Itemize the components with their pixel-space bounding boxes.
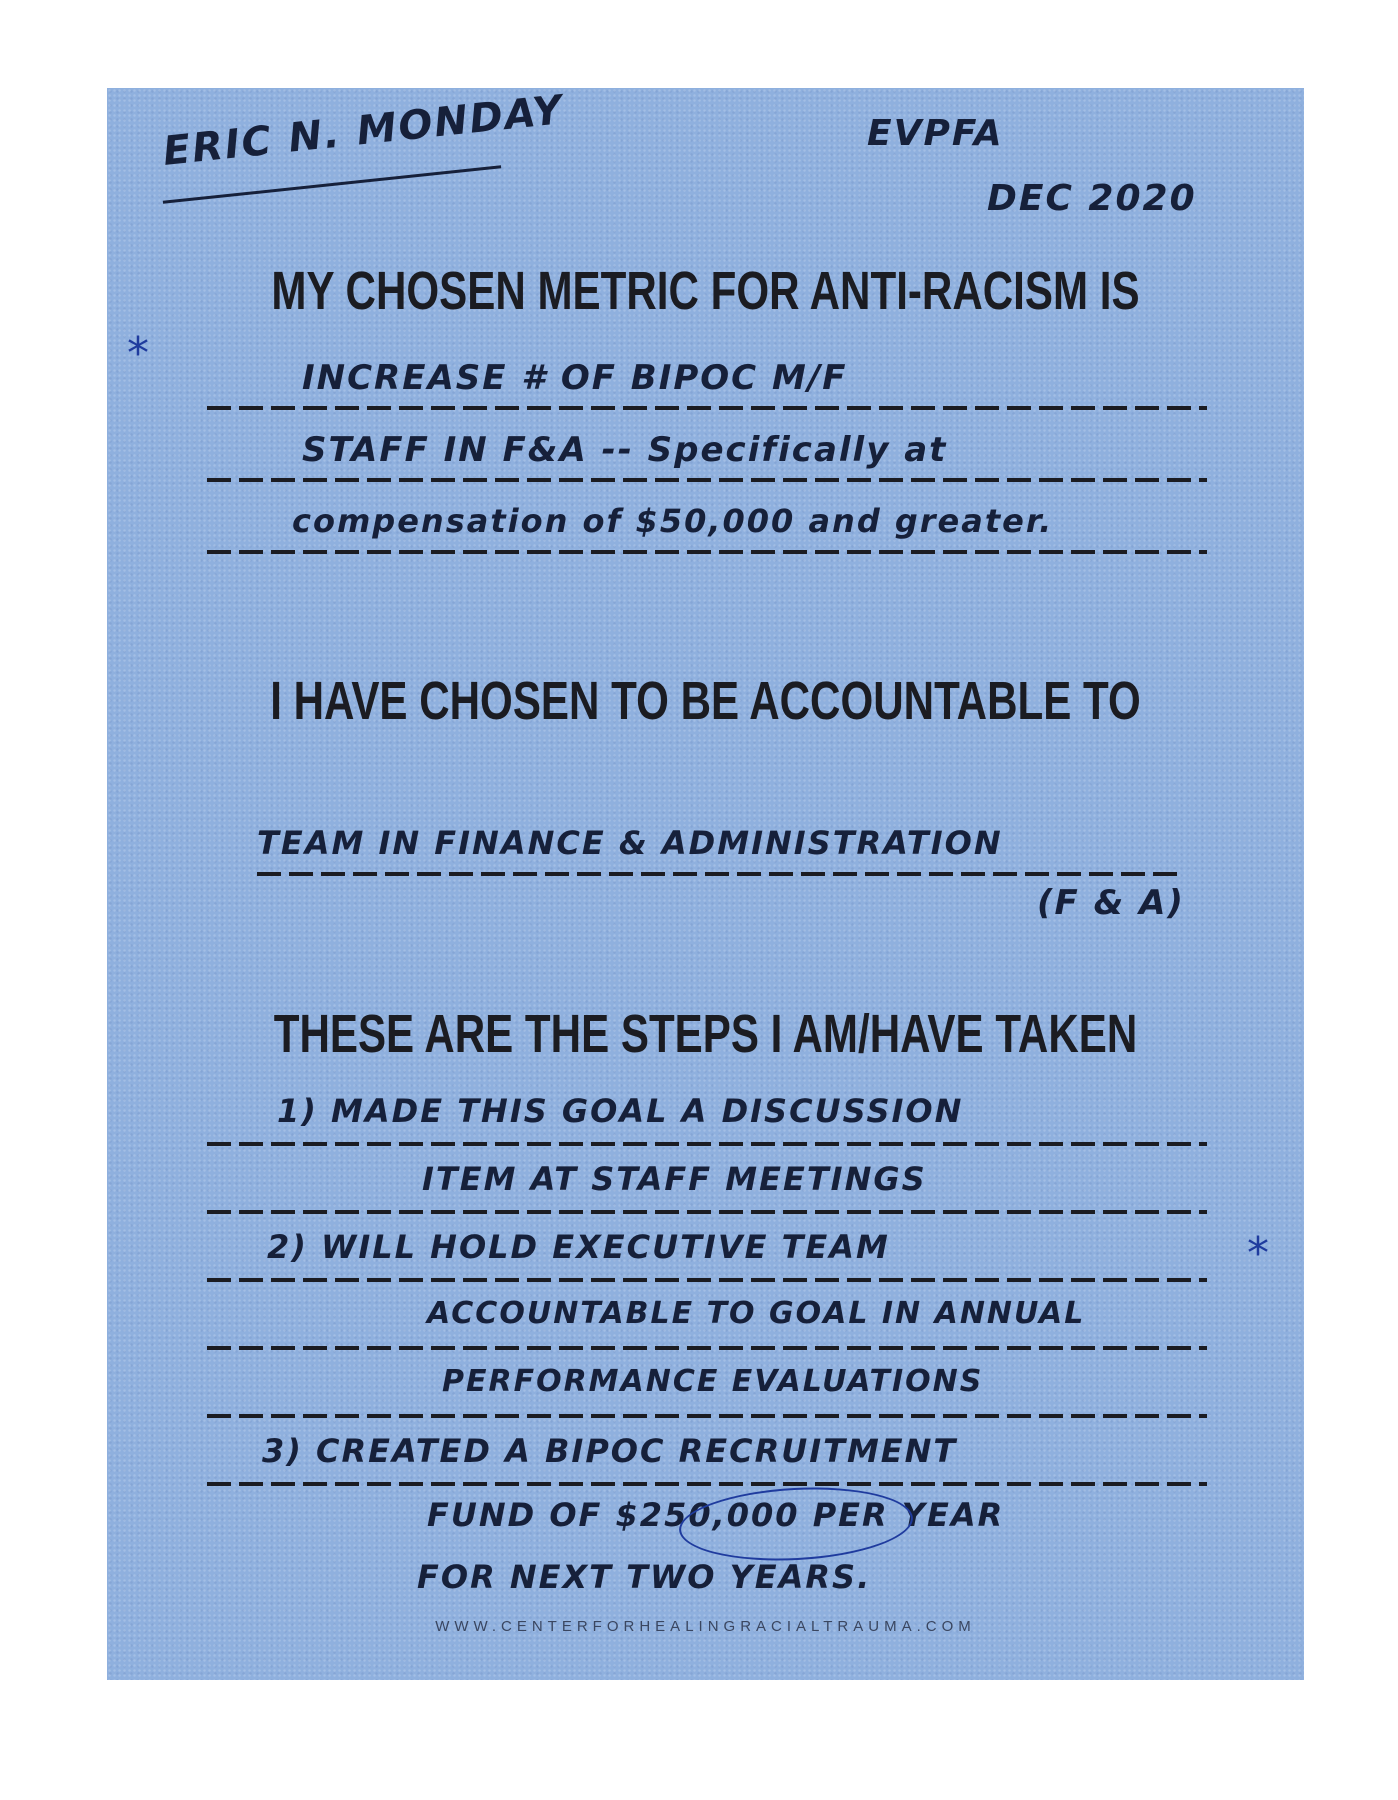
step-1-line-1: 1) MADE THIS GOAL A DISCUSSION bbox=[277, 1092, 964, 1130]
answer-line bbox=[257, 872, 1177, 876]
org-label: EVPFA bbox=[867, 113, 1004, 154]
answer-line bbox=[207, 1414, 1207, 1418]
step-3-line-1: 3) CREATED A BIPOC RECRUITMENT bbox=[262, 1432, 958, 1470]
steps-heading: THESE ARE THE STEPS I AM/HAVE TAKEN bbox=[273, 1004, 1138, 1064]
accountable-line: TEAM IN FINANCE & ADMINISTRATION bbox=[257, 824, 1003, 862]
footer-url: WWW.CENTERFORHEALINGRACIALTRAUMA.COM bbox=[435, 1618, 976, 1635]
accountable-line-sub: (F & A) bbox=[1037, 883, 1185, 923]
answer-line bbox=[207, 1210, 1207, 1214]
metric-line-1: INCREASE # OF BIPOC M/F bbox=[302, 358, 848, 398]
accountable-heading: I HAVE CHOSEN TO BE ACCOUNTABLE TO bbox=[270, 671, 1141, 731]
metric-line-2: STAFF IN F&A -- Specifically at bbox=[302, 430, 948, 470]
asterisk-mark-right: * bbox=[1247, 1228, 1269, 1279]
metric-line-3: compensation of $50,000 and greater. bbox=[292, 502, 1054, 540]
answer-line bbox=[207, 1278, 1207, 1282]
worksheet-page bbox=[107, 88, 1304, 1680]
answer-line bbox=[207, 1142, 1207, 1146]
asterisk-mark-left: * bbox=[127, 328, 149, 379]
name-underline bbox=[163, 165, 501, 204]
answer-line bbox=[207, 1482, 1207, 1486]
answer-line bbox=[207, 550, 1207, 554]
step-3-line-3: FOR NEXT TWO YEARS. bbox=[417, 1558, 872, 1596]
step-2-line-3: PERFORMANCE EVALUATIONS bbox=[442, 1364, 984, 1399]
answer-line bbox=[207, 406, 1207, 410]
answer-line bbox=[207, 478, 1207, 482]
author-name: ERIC N. MONDAY bbox=[160, 87, 567, 175]
step-2-line-1: 2) WILL HOLD EXECUTIVE TEAM bbox=[267, 1228, 890, 1266]
step-1-line-2: ITEM AT STAFF MEETINGS bbox=[422, 1160, 927, 1198]
date-label: DEC 2020 bbox=[987, 178, 1197, 219]
step-2-line-2: ACCOUNTABLE TO GOAL IN ANNUAL bbox=[427, 1296, 1086, 1331]
step-3-line-2: FUND OF $250,000 PER YEAR bbox=[427, 1496, 1005, 1534]
metric-heading: MY CHOSEN METRIC FOR ANTI-RACISM IS bbox=[271, 261, 1140, 321]
answer-line bbox=[207, 1346, 1207, 1350]
amount-circle bbox=[677, 1482, 914, 1566]
